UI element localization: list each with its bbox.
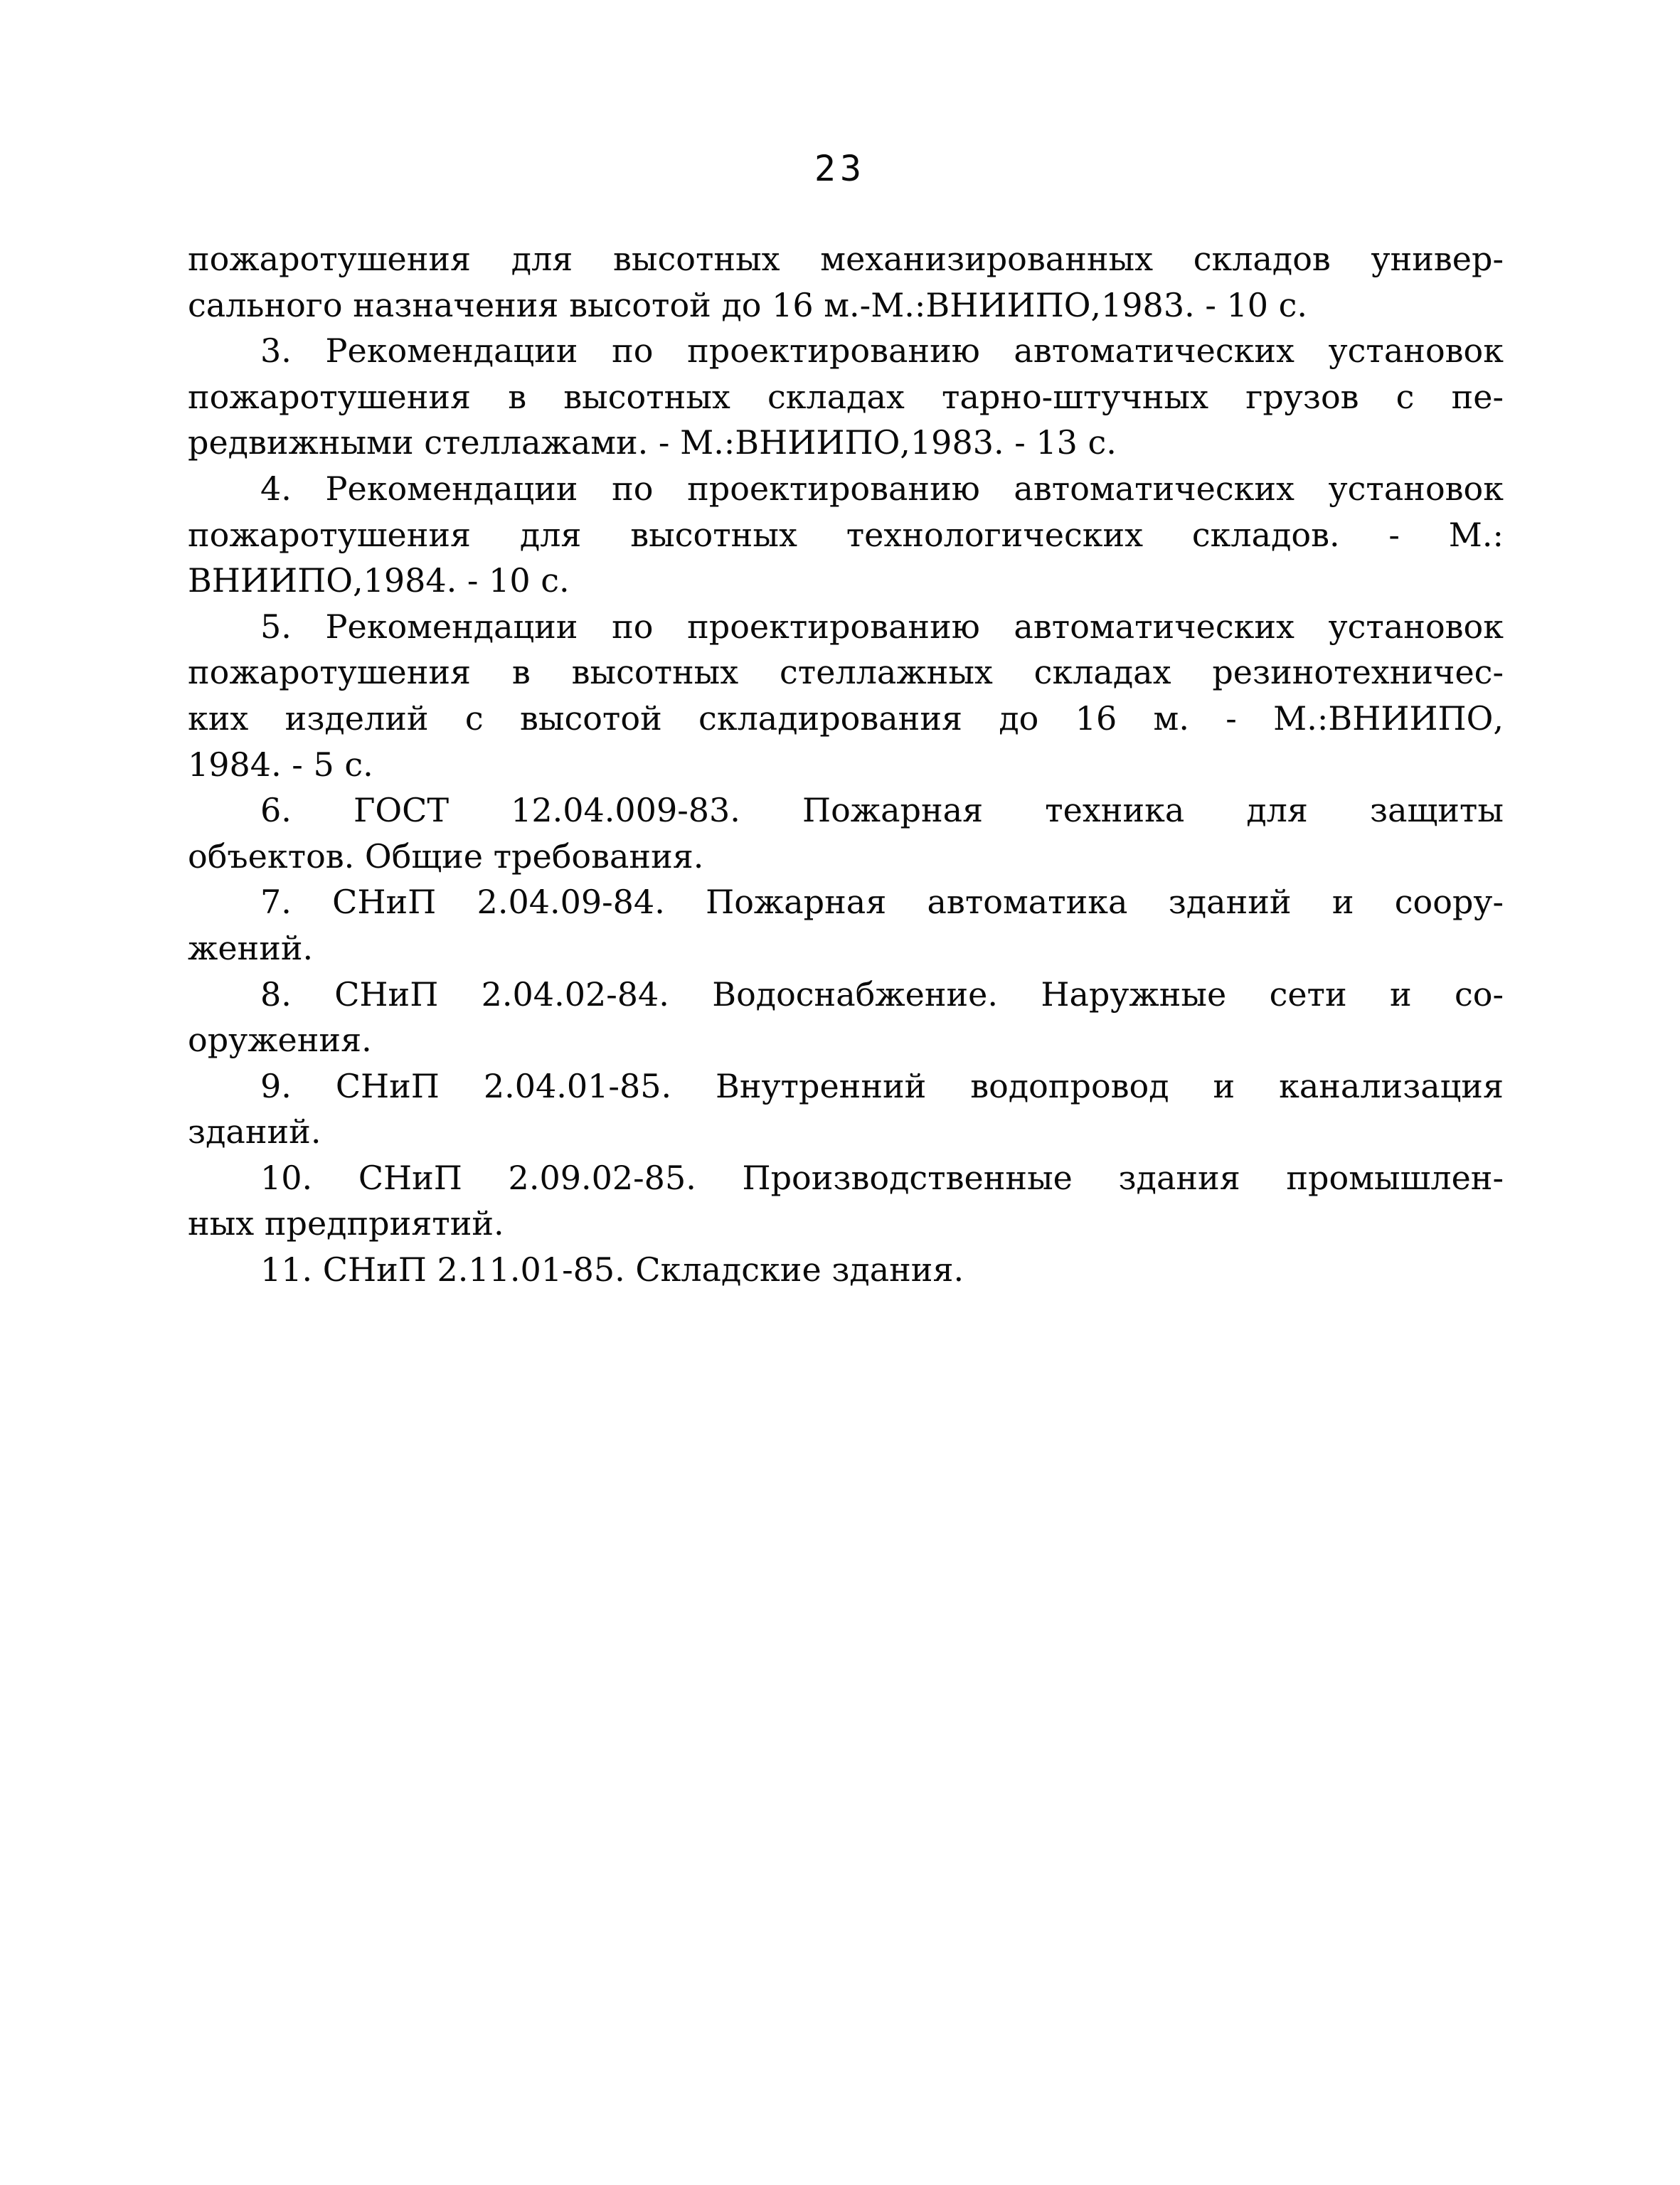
text-line: 10. СНиП 2.09.02-85. Производственные здания промышлен- [260, 1158, 1504, 1197]
reference-item-10 [188, 1155, 1504, 1247]
text-line: 11. СНиП 2.11.01-85. Складские здания. [260, 1250, 964, 1290]
text-line: зданий. [188, 1112, 321, 1152]
text-line: жений. [188, 928, 314, 967]
text-line: ных предприятий. [188, 1204, 504, 1243]
page-number: 23 [814, 148, 866, 189]
reference-item-5 [188, 604, 1504, 787]
text-line: 1984. - 5 с. [188, 745, 373, 784]
text-line: ВНИИПО,1984. - 10 с. [188, 561, 570, 600]
text-line: объектов. Общие требования. [188, 836, 704, 876]
text-line: редвижными стеллажами. - М.:ВНИИПО,1983. - 13 с. [188, 423, 1117, 462]
text-line: 7. СНиП 2.04.09-84. Пожарная автоматика зданий и соору- [260, 883, 1504, 922]
reference-item-7 [188, 879, 1504, 971]
text-line: сального назначения высотой до 16 м.-М.:ВНИИПО,1983. - 10 с. [188, 285, 1308, 324]
reference-item-11 [188, 1247, 1504, 1293]
text-line: 6. ГОСТ 12.04.009-83. Пожарная техника для защиты [260, 791, 1504, 830]
reference-item-4 [188, 466, 1504, 604]
text-line: 3. Рекомендации по проектированию автоматических установок [260, 331, 1504, 371]
text-line: 5. Рекомендации по проектированию автоматических установок [260, 607, 1504, 646]
text-line: оружения. [188, 1021, 372, 1060]
text-line: 8. СНиП 2.04.02-84. Водоснабжение. Наружные сети и со- [260, 974, 1504, 1014]
text-line: пожаротушения в высотных складах тарно-штучных грузов с пе- [188, 377, 1504, 416]
reference-item-8 [188, 972, 1504, 1063]
text-line: пожаротушения для высотных технологических складов. - М.: [188, 515, 1504, 554]
text-line: 9. СНиП 2.04.01-85. Внутренний водопровод и канализация [260, 1066, 1504, 1105]
reference-list [188, 236, 1504, 1293]
text-line: пожаротушения для высотных механизированных складов универ- [188, 240, 1504, 278]
reference-item-9 [188, 1063, 1504, 1155]
text-line: пожаротушения в высотных стеллажных складах резинотехничес- [188, 653, 1504, 692]
text-line: ких изделий с высотой складирования до 16 м. - М.:ВНИИПО, [188, 698, 1504, 738]
reference-item-6 [188, 787, 1504, 879]
reference-item-3 [188, 328, 1504, 466]
text-line: 4. Рекомендации по проектированию автоматических установок [260, 469, 1504, 508]
reference-item-2-continued [188, 236, 1504, 328]
